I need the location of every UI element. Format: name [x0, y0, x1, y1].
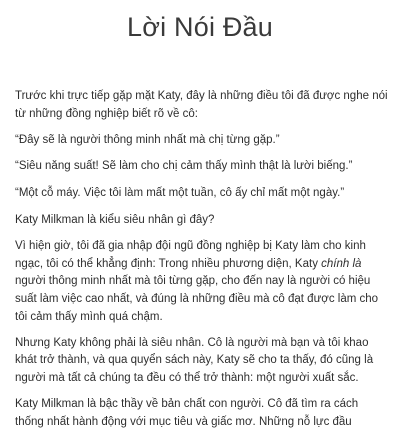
paragraph-colleagues	[15, 238, 390, 326]
paragraph-colleagues-after: người thông minh nhất mà tôi từng gặp, cho đến nay là người có hiệu suất làm việc cao nhất, và đúng là những điều mà cô đạt được làm cho tôi cảm thấy mình quá chậm.	[15, 275, 379, 323]
paragraph-not-superhero: Nhưng Katy không phải là siêu nhân. Cô là người mà bạn và tôi khao khát trở thành, và qua quyển sách này, Katy sẽ cho ta thấy, đó cũng là người mà tất cả chúng ta đều có thể trở thành: một người xuất sắc.	[15, 336, 374, 384]
paragraph-master: Katy Milkman là bậc thầy về bản chất con người. Cô đã tìm ra cách thống nhất hành động với mục tiêu và giấc mơ. Những nỗ lực đầu	[15, 398, 359, 428]
paragraph-question: Katy Milkman là kiểu siêu nhân gì đây?	[15, 213, 215, 226]
quote-machine: “Một cỗ máy. Việc tôi làm mất một tuần, cô ấy chỉ mất một ngày.”	[15, 186, 345, 199]
quote-smartest: “Đây sẽ là người thông minh nhất mà chị từng gặp.”	[15, 133, 280, 146]
quote-productive: “Siêu năng suất! Sẽ làm cho chị cảm thấy mình thật là lười biếng.”	[15, 160, 353, 173]
paragraph-colleagues-before: Vì hiện giờ, tôi đã gia nhập đội ngũ đồng nghiệp bị Katy làm cho kinh ngạc, tôi có thể khẳng định: Trong nhiều phương diện, Katy	[15, 240, 366, 270]
body-text	[15, 88, 390, 440]
emphasis-chinh-la: chính là	[321, 257, 362, 270]
page-title: Lời Nói Đầu	[127, 12, 273, 42]
paragraph-intro: Trước khi trực tiếp gặp mặt Katy, đây là những điều tôi đã được nghe nói từ những đồng nghiệp biết rõ về cô:	[15, 90, 388, 120]
